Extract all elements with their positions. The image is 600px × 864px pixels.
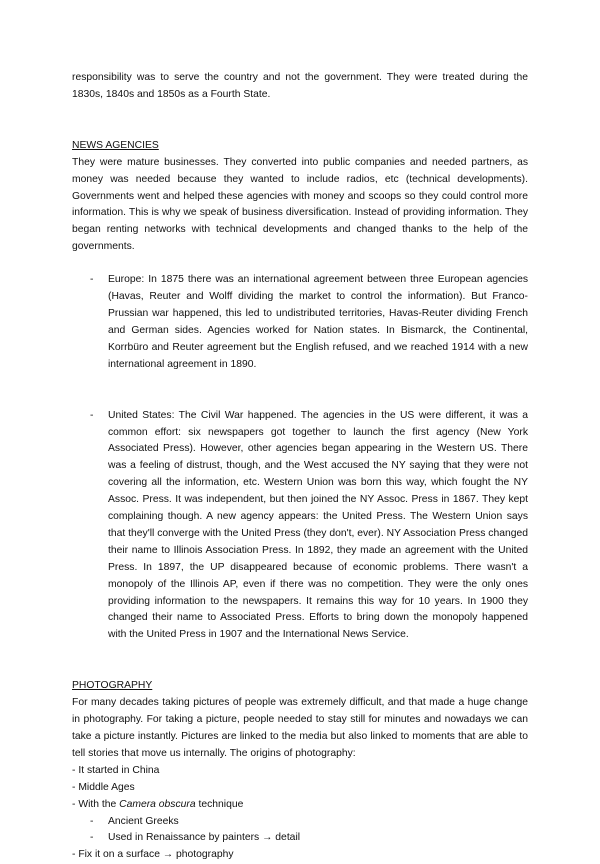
sub-item-text: Used in Renaissance by painters → detail (108, 832, 301, 844)
bullet-dash: - (90, 274, 94, 286)
list-item-prefix: - With the (72, 798, 120, 810)
document-page (72, 70, 528, 864)
photography-origins-list (72, 763, 528, 864)
list-item-suffix: technique (195, 798, 244, 810)
bullet-europe-text: Europe: In 1875 there was an international agreement between three European agencies (Havas, Reuter and Wolff dividing the market to control the information). But Franco-Prussian war happened, this led to undistributed territories, Havas-Reuter dividing French and German sides. Agencies worked for Nation states. In Bismarck, the Continental, Korrbüro and Reuter agreement but the English refused, and we reached 1914 with a new international agreement in 1890. (108, 274, 528, 370)
photography-heading: PHOTOGRAPHY (72, 680, 153, 692)
bullet-dash: - (90, 409, 94, 421)
news-agencies-paragraph: They were mature businesses. They converted into public companies and needed partners, as money was needed because they wanted to include radios, etc (technical developments). Governments went and helped these agencies with money and scoops so they could control more information. This is why we speak of business diversification. Instead of providing information. They began renting networks with technical developments and changed thanks to the help of the governments. (72, 156, 528, 253)
list-item: - It started in China (72, 764, 160, 776)
sub-list-item (72, 830, 528, 847)
list-item (72, 797, 528, 814)
camera-obscura-term: Camera obscura (119, 798, 196, 810)
list-item: - Fix it on a surface → photography (72, 849, 234, 861)
sub-item-text: Ancient Greeks (108, 815, 179, 827)
sub-dash: - (90, 815, 94, 827)
bullet-united-states (72, 408, 528, 645)
bullet-europe (72, 272, 528, 373)
news-agencies-heading: NEWS AGENCIES (72, 139, 159, 151)
sub-list-item (72, 814, 528, 831)
bullet-united-states-text: United States: The Civil War happened. The agencies in the US were different, it was a common effort: six newspapers got together to launch the first agency (New York Associated Press). However, other agencies began appearing in the Western US. There was a feeling of distrust, though, and the West accused the NY saying that they were not covering all the information, etc. Western Union was born this way, which fought the NY Assoc. Press. It was independent, but then joined the NY Assoc. Press in 1867. They kept complaining though. A new agency appears: the United Press. The Western Union says that they'll converge with the United Press (they don't, ever). NY Association Press changed their name to Illinois Association Press. In 1892, they made an agreement with the United Press. In 1897, the UP disappeared because of economic problems. There wasn't a monopoly of the Illinois AP, even if there was no competition. They were the only ones providing information to the newspapers. It remains this way for 10 years. In 1900 they changed their name to Associated Press. Efforts to bring down the monopoly happened with the United Press in 1907 and the International News Service. (108, 409, 528, 641)
intro-paragraph: responsibility was to serve the country and not the government. They were treated during the 1830s, 1840s and 1850s as a Fourth State. (72, 72, 528, 100)
list-item: - Middle Ages (72, 781, 135, 793)
sub-dash: - (90, 832, 94, 844)
photography-paragraph: For many decades taking pictures of people was extremely difficult, and that made a huge change in photography. For taking a picture, people needed to stay still for minutes and nowadays we can take a picture instantly. Pictures are linked to the media but also linked to moments that are able to tell stories that move us internally. The origins of photography: (72, 697, 528, 759)
